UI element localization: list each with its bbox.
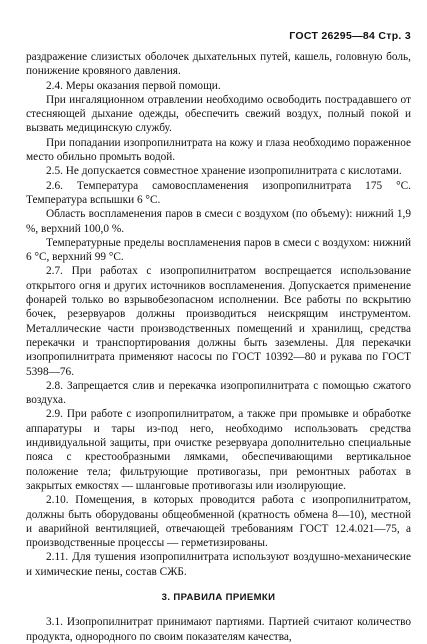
paragraph: 2.9. При работе с изопропилнитратом, а также при промывке и обработке аппаратуры и тары из-под него, необходимо использовать средства индивидуальной защиты, при очистке резервуара дополнительно специальные пояса с крестообразными лямками, обеспечивающими вертикальное положение тела; фильтрующие противогазы, при ремонтных работах в закрытых емкостях — шланговые противогазы или изолирующие. [26, 408, 411, 492]
paragraph: 2.11. Для тушения изопропилнитрата используют воздушно-механические и химические пены, состав СЖБ. [26, 551, 411, 578]
paragraph: 3.1. Изопропилнитрат принимают партиями. Партией считают количество продукта, однородного по своим показателям качества, [26, 616, 411, 643]
paragraph: 2.6. Температура самовоспламенения изопропилнитрата 175 °С. Температура вспышки 6 °С. [26, 179, 411, 206]
paragraph: 2.7. При работах с изопропилнитратом воспрещается использование открытого огня и других источников воспламенения. Допускается применение фонарей только во взрывобезопасном исполнении. Все работы по вскрытию бочек, резервуаров должны производиться неискрящим инструментом. Металлические части производственных помещений и хранилищ, средства перекачки и транспортирования должны быть заземлены. Для перекачки изопропилнитрата применяют насосы по ГОСТ 10392—80 и рукава по ГОСТ 5398—76. [26, 265, 411, 378]
page-header: ГОСТ 26295—84 Стр. 3 [289, 30, 411, 42]
paragraph: 2.4. Меры оказания первой помощи. [46, 79, 221, 92]
paragraph: При ингаляционном отравлении необходимо освободить пострадавшего от стесняющей дыхание одежды, обеспечить свежий воздух, полный покой и вызвать медицинскую службу. [26, 93, 411, 135]
paragraph: 2.5. Не допускается совместное хранение изопропилнитрата с кислотами. [46, 165, 402, 178]
paragraph: Температурные пределы воспламенения паров в смеси с воздухом: нижний 6 °С, верхний 99 °С. [26, 236, 411, 264]
section-title: 3. ПРАВИЛА ПРИЕМКИ [161, 591, 276, 603]
paragraph: При попадании изопропилнитрата на кожу и глаза необходимо пораженное место обильно промыть водой. [26, 136, 411, 164]
paragraph: 2.8. Запрещается слив и перекачка изопропилнитрата с помощью сжатого воздуха. [26, 379, 411, 407]
body-text [26, 50, 411, 644]
paragraph: 2.10. Помещения, в которых проводится работа с изопропилнитратом, должны быть оборудованы общеобменной (кратность обмена 8—10), местной и аварийной вентиляцией, отвечающей требованиям ГОСТ 12.4.021—75, а производственные процессы — герметизированы. [26, 494, 411, 550]
paragraph: раздражение слизистых оболочек дыхательных путей, кашель, головную боль, понижение кровяного давления. [26, 51, 411, 78]
paragraph: Область воспламенения паров в смеси с воздухом (по объему): нижний 1,9 %, верхний 100,0 %. [26, 208, 411, 235]
